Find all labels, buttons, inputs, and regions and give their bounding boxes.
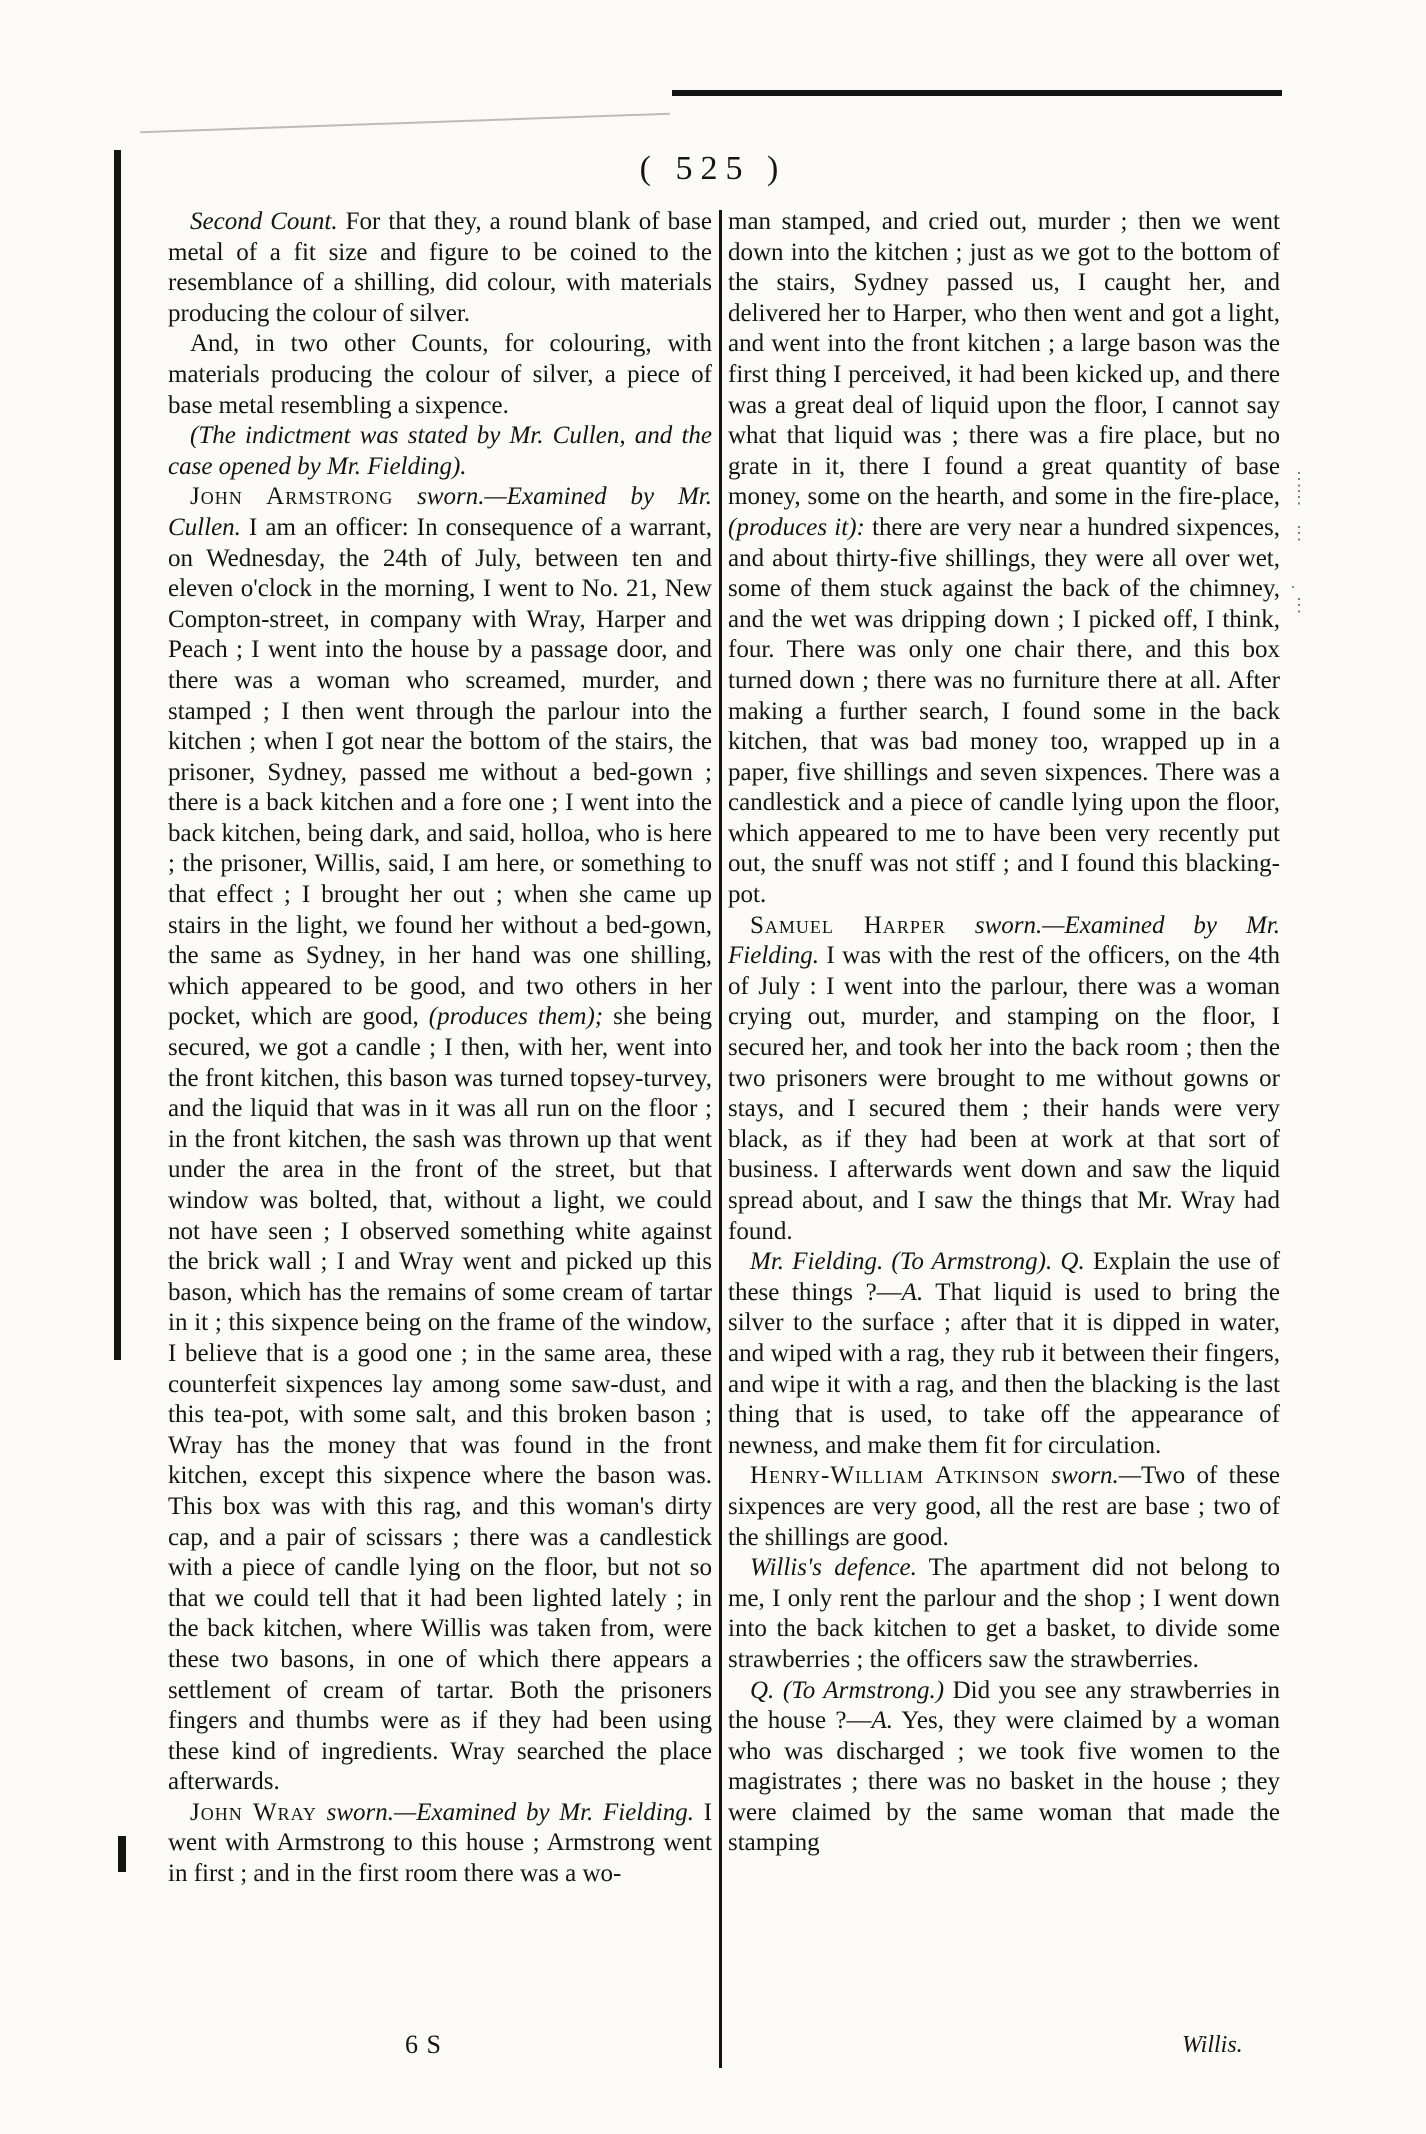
- left-margin-bar: [114, 150, 121, 1360]
- armstrong-answer-text: Yes, they were claimed by a woman who was discharged ; we took five women to the magistrates ; there was no basket in the house ; they were claimed by the same woman that made the stamping: [728, 1707, 1281, 1857]
- wray-testimony: [168, 1798, 712, 1890]
- armstrong-text-2: she being secured, we got a candle ; I then, with her, went into the front kitchen, this bason was turned topsey-turvey, and the liquid that was in it was all run on the floor ; in the front kitchen, the sash was thrown up that went under the area in the front of the street, but that window was bolted, that, without a light, we could not have seen ; I observed something white against the brick wall ; I and Wray went and picked up this bason, which has the remains of some cream of tartar in it ; this sixpence being on the frame of the window, I believe that is a good one ; in the same area, these counterfeit sixpences lay among some saw-dust, and this tea-pot, with some salt, and this broken bason ; Wray has the money that was found in the front kitchen, except this sixpence where the bason was. This box was with this rag, and this woman's dirty cap, and a pair of scissars ; there was a candlestick with a piece of candle lying on the floor, but not so that we could tell that it had been lighted lately ; in the back kitchen, where Willis was taken from, were these two basons, in one of which there appears a settlement of cream of tartar. Both the prisoners fingers and thumbs were as if they had been using these kind of ingredients. Wray searched the place afterwards.: [168, 1003, 713, 1796]
- second-count-label: Second Count.: [190, 208, 338, 235]
- produces-it: (produces it):: [728, 513, 865, 541]
- catchword: Willis.: [1182, 2032, 1243, 2058]
- right-column: [728, 207, 1280, 1859]
- atkinson-sworn: sworn.—: [1051, 1462, 1141, 1490]
- produces-them: (produces them);: [428, 1003, 604, 1031]
- wray-text-continued-2: there are very near a hundred sixpences, and about thirty-five shillings, they were all over wet, some of them stuck against the back of the chimney, and the wet was dripping down ; I picked off, I think, four. There was only one chair there, and this box turned down ; there was no furniture there at all. After making a further search, I found some in the back kitchen, that was bad money too, wrapped up in a paper, five shillings and seven sixpences. There was a candlestick and a piece of candle lying upon the floor, which appeared to me to have been very recently put out, the snuff was not stiff ; and I found this blacking-pot.: [728, 513, 1281, 909]
- armstrong-text-1: I am an officer: In consequence of a warrant, on Wednesday, the 24th of July, between ten and eleven o'clock in the morning, I went to No. 21, New Compton-street, in company with Wray, Harper and Peach ; I went into the house by a passage door, and there was a woman who screamed, murder, and stamped ; I then went through the parlour into the kitchen ; when I got near the bottom of the stairs, the prisoner, Sydney, passed me without a bed-gown ; there is a back kitchen and a fore one ; I went into the back kitchen, being dark, and said, holloa, who is here ; the prisoner, Willis, said, I am here, or something to that effect ; I brought her out ; when she came up stairs in the light, we found her without a bed-gown, the same as Sydney, in her hand was one shilling, which appeared to be good, and two others in her pocket, which are good,: [168, 513, 713, 1031]
- right-margin-specks: ⋮ ⋮ ⋮ · ⋮: [1290, 469, 1308, 615]
- second-count-paragraph: [168, 207, 712, 329]
- second-count-text: For that they, a round blank of base metal of a fit size and figure to be coined to the resemblance of a shilling, did colour, with materials producing the colour of silver.: [168, 208, 712, 327]
- q-label-2: Q.: [750, 1676, 775, 1704]
- willis-defence-label: Willis's defence.: [750, 1554, 917, 1582]
- indictment-note: (The indictment was stated by Mr. Cullen, and the case opened by Mr. Fielding).: [168, 422, 712, 480]
- signature-mark: 6 S: [405, 2030, 442, 2059]
- top-rule: [672, 90, 1282, 96]
- harper-text: I was with the rest of the officers, on the 4th of July : I went into the parlour, there was a woman crying out, murder, and stamping on the floor, I secured her, and took her into the back room ; then the two prisoners were brought to me without gowns or stays, and I secured them ; their hands were very black, as if they had been at work at that sort of business. I afterwards went down and saw the liquid spread about, and I saw the things that Mr. Wray had found.: [728, 942, 1280, 1245]
- a-label: A.: [901, 1278, 924, 1306]
- wray-text-continued-1: man stamped, and cried out, murder ; then we went down into the kitchen ; just as we got to the bottom of the stairs, Sydney passed us, I caught her, and delivered her to Harper, who then went and got a light, and went into the front kitchen ; a large bason was the first thing I perceived, it had been kicked up, and there was a great deal of liquid upon the floor, I cannot say what that liquid was ; there was a fire place, but no grate in it, there I found a great quantity of base money, some on the hearth, and some in the fire-place,: [728, 208, 1280, 511]
- wray-name: John Wray: [190, 1798, 317, 1826]
- left-column: [168, 207, 712, 1890]
- fielding-label: Mr. Fielding. (To Armstrong).: [750, 1248, 1053, 1276]
- armstrong-sworn: sworn.—Examined by Mr. Cullen.: [168, 483, 712, 541]
- fielding-question: [728, 1247, 1280, 1461]
- fielding-question-text: Explain the use of these things ?—: [728, 1248, 1281, 1306]
- wray-testimony-continued: [728, 207, 1280, 911]
- harper-name: Samuel Harper: [750, 911, 946, 939]
- atkinson-testimony: [728, 1461, 1280, 1553]
- harper-testimony: [728, 911, 1280, 1248]
- page-number: ( 525 ): [639, 150, 787, 187]
- top-rule-faint: [140, 113, 670, 133]
- column-rule: [719, 210, 722, 2068]
- armstrong-name: John Armstrong: [190, 483, 394, 511]
- atkinson-text: Two of these sixpences are very good, all the rest are base ; two of the shillings are good.: [728, 1462, 1280, 1551]
- wray-sworn: sworn.—Examined by Mr. Fielding.: [326, 1798, 694, 1826]
- left-margin-mark: [118, 1836, 126, 1872]
- willis-defence: [728, 1553, 1280, 1675]
- armstrong-question-text: Did you see any strawberries in the house ?—: [728, 1676, 1281, 1735]
- harper-sworn: sworn.—Examined by Mr. Fielding.: [728, 911, 1280, 970]
- atkinson-name: Henry-William Atkinson: [750, 1462, 1040, 1490]
- wray-text: I went with Armstrong to this house ; Armstrong went in first ; and in the first room there was a wo-: [168, 1798, 712, 1888]
- other-counts-paragraph: And, in two other Counts, for colouring, with materials producing the colour of silver, a piece of base metal resembling a sixpence.: [168, 330, 712, 419]
- q-label: Q.: [1060, 1248, 1085, 1276]
- armstrong-testimony: [168, 482, 712, 1798]
- armstrong-question: [728, 1676, 1280, 1860]
- fielding-answer-text: That liquid is used to bring the silver to the surface ; after that it is dipped in water, and wiped with a rag, they rub it between their fingers, and wipe it with a rag, and then the blacking is the last thing that is used, to take off the appearance of newness, and make them fit for circulation.: [728, 1278, 1280, 1459]
- willis-defence-text: The apartment did not belong to me, I only rent the parlour and the shop ; I went down into the back kitchen to get a basket, to divide some strawberries ; the officers saw the strawberries.: [728, 1554, 1280, 1673]
- a-label-2: A.: [871, 1707, 894, 1735]
- to-armstrong-label: (To Armstrong.): [782, 1676, 945, 1704]
